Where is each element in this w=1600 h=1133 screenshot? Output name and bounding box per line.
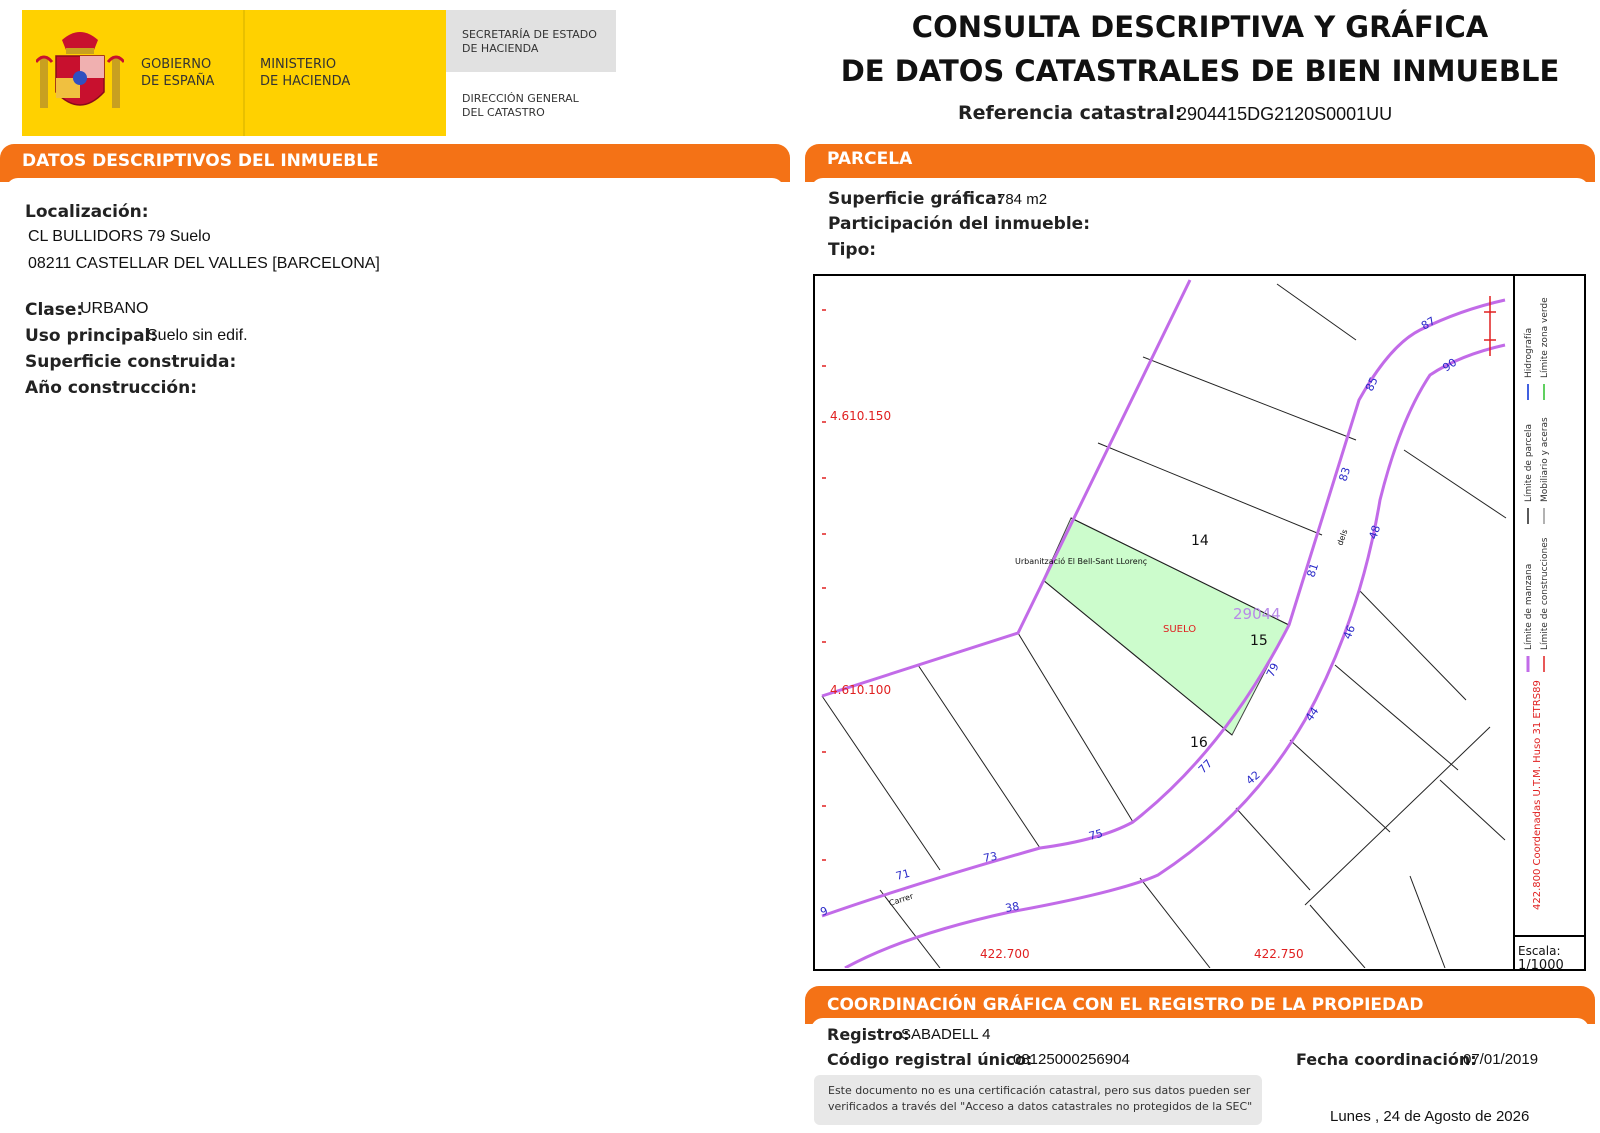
street-number: 73 <box>982 849 999 865</box>
ref-catastral-label: Referencia catastral: <box>958 102 1183 124</box>
page-title-line2: DE DATOS CATASTRALES DE BIEN INMUEBLE <box>840 54 1560 88</box>
coord-y-top: 4.610.150 <box>830 409 892 423</box>
ministerio-text: MINISTERIO DE HACIENDA <box>260 57 351 89</box>
scale-label: Escala: <box>1518 944 1561 958</box>
legend-zona-verde: Límite zona verde <box>1540 297 1550 378</box>
page-title-line1: CONSULTA DESCRIPTIVA Y GRÁFICA <box>911 10 1489 44</box>
street-number: 46 <box>1340 623 1359 642</box>
legend-manzana: Límite de manzana <box>1524 563 1534 650</box>
tipo-label: Tipo: <box>828 240 877 260</box>
superficie-grafica-value: 784 m2 <box>997 191 1048 208</box>
address-line2: 08211 CASTELLAR DEL VALLES [BARCELONA] <box>28 255 380 272</box>
scale-value: 1/1000 <box>1518 958 1564 972</box>
codigo-registral-label: Código registral único: <box>827 1050 1033 1069</box>
direccion-text: DIRECCIÓN GENERAL DEL CATASTRO <box>462 92 579 119</box>
street-number: 77 <box>1195 757 1216 777</box>
coord-x-right: 422.750 <box>1254 947 1304 961</box>
legend-hidrografia: Hidrografía <box>1524 327 1534 378</box>
address-line1: CL BULLIDORS 79 Suelo <box>28 228 211 245</box>
coordinacion-heading: COORDINACIÓN GRÁFICA CON EL REGISTRO DE LA PROPIEDAD <box>827 995 1424 1015</box>
clase-value: URBANO <box>80 300 149 317</box>
legend-parcela: Límite de parcela <box>1524 423 1534 502</box>
superficie-grafica-label: Superficie gráfica: <box>828 189 1004 209</box>
coat-of-arms-icon <box>36 22 124 120</box>
ref-catastral-value: 2904415DG2120S0001UU <box>1177 104 1393 124</box>
logo-divider <box>243 10 245 136</box>
parcela-heading: PARCELA <box>827 149 913 169</box>
footer-date: Lunes , 24 de Agosto de 2026 <box>1330 1108 1530 1125</box>
anio-construccion-label: Año construcción: <box>25 378 198 398</box>
street-number: 83 <box>1336 465 1354 483</box>
clase-label: Clase: <box>25 300 84 320</box>
uso-principal-value: Suelo sin edif. <box>147 327 248 344</box>
cadastral-map <box>813 274 1587 972</box>
street-number: 42 <box>1243 768 1263 788</box>
superficie-construida-label: Superficie construida: <box>25 352 237 372</box>
participacion-label: Participación del inmueble: <box>828 214 1091 234</box>
parcel-ref-label: 29044 <box>1233 605 1281 623</box>
disclaimer-line2: verificados a través del "Acceso a datos catastrales no protegidos de la SEC" <box>828 1100 1253 1113</box>
urbanizacio-label: Urbanització El Bell-Sant LLorenç <box>1015 557 1148 566</box>
secretaria-text: SECRETARÍA DE ESTADO DE HACIENDA <box>462 28 597 55</box>
street-number: 90 <box>1440 355 1460 375</box>
street-number: 9 <box>818 904 830 919</box>
gobierno-text: GOBIERNO DE ESPAÑA <box>141 57 215 89</box>
dels-label: dels <box>1335 528 1350 547</box>
registro-label: Registro: <box>827 1025 910 1044</box>
fecha-coordinacion-label: Fecha coordinación: <box>1296 1050 1477 1069</box>
parcel-number-14: 14 <box>1191 533 1209 549</box>
codigo-registral-value: 08125000256904 <box>1013 1051 1130 1068</box>
street-number: 79 <box>1263 661 1282 680</box>
coord-system-label: 422.800 Coordenadas U.T.M. Huso 31 ETRS89 <box>1532 680 1543 910</box>
street-number: 81 <box>1304 561 1322 579</box>
datos-descriptivos-header <box>0 144 790 182</box>
localizacion-label: Localización: <box>25 202 149 222</box>
street-number: 38 <box>1004 899 1021 915</box>
street-number: 85 <box>1362 375 1381 394</box>
suelo-label: SUELO <box>1163 624 1197 635</box>
coord-x-left: 422.700 <box>980 947 1030 961</box>
registro-value: SABADELL 4 <box>901 1026 991 1043</box>
legend-construcciones: Límite de construcciones <box>1540 537 1550 650</box>
fecha-coordinacion-value: 07/01/2019 <box>1463 1051 1539 1068</box>
street-number: 87 <box>1419 314 1438 333</box>
parcel-number-15: 15 <box>1250 633 1268 649</box>
disclaimer-line1: Este documento no es una certificación catastral, pero sus datos pueden ser <box>828 1084 1251 1097</box>
street-number: 75 <box>1087 826 1105 843</box>
datos-descriptivos-body-top <box>6 178 784 190</box>
street-number: 48 <box>1366 523 1384 541</box>
uso-principal-label: Uso principal: <box>25 326 158 346</box>
carrer-label: Carrer <box>887 891 915 908</box>
datos-descriptivos-heading: DATOS DESCRIPTIVOS DEL INMUEBLE <box>22 151 379 171</box>
street-number: 71 <box>894 866 912 883</box>
parcela-header <box>805 144 1595 182</box>
legend-mobiliario: Mobiliario y aceras <box>1540 417 1550 502</box>
street-number: 44 <box>1302 704 1322 724</box>
coord-y-bottom: 4.610.100 <box>830 683 892 697</box>
parcel-number-16: 16 <box>1190 735 1208 751</box>
